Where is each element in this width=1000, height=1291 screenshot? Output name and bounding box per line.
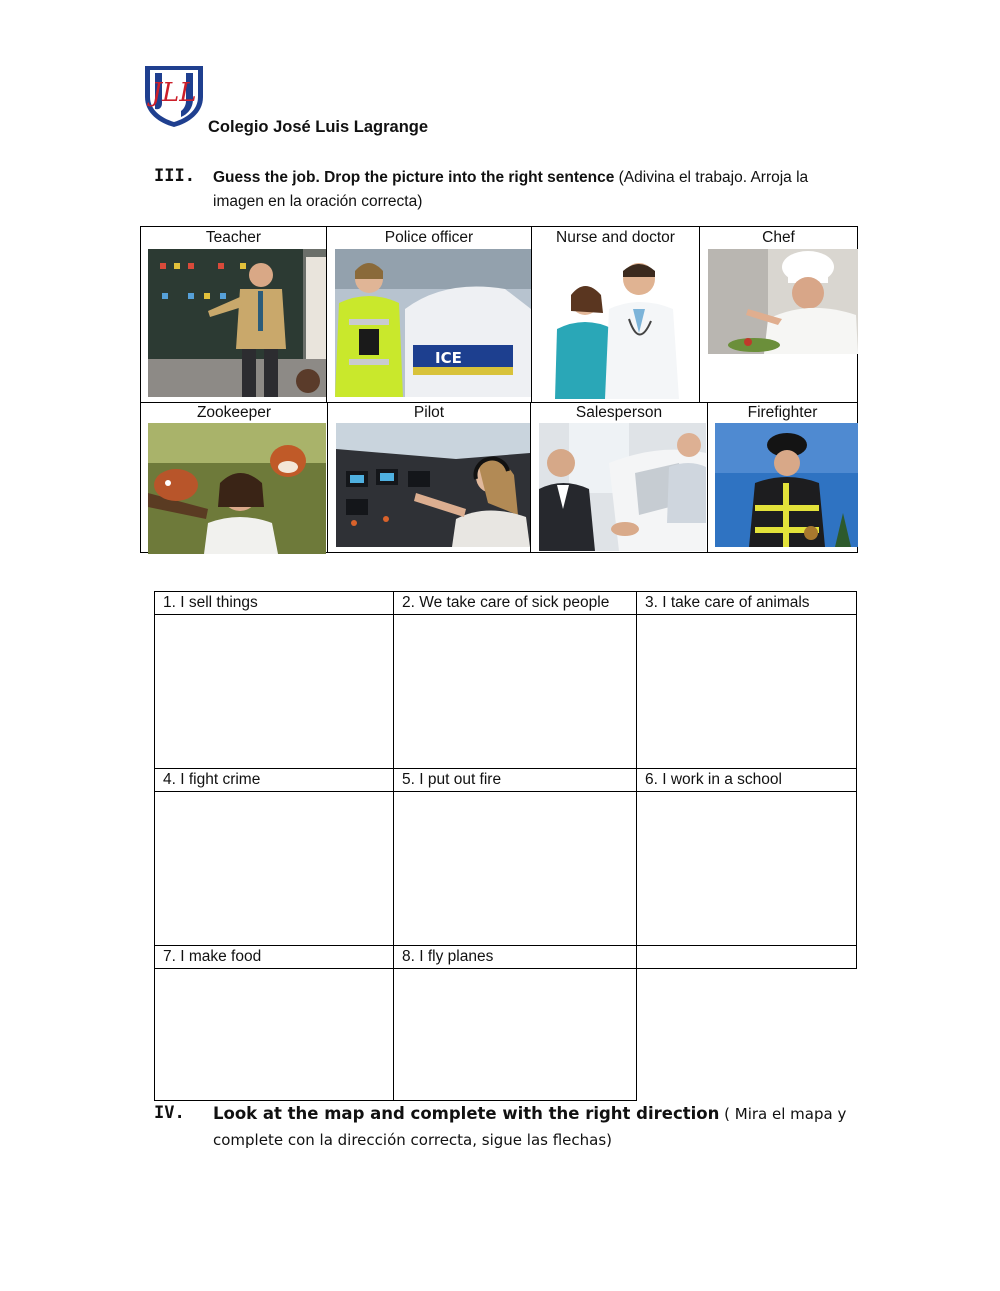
drop-zone-7[interactable] [155, 969, 394, 1101]
section-4-instruction-bold: Look at the map and complete with the right direction [213, 1104, 720, 1123]
firefighter-photo[interactable] [715, 423, 858, 547]
drop-zone-6[interactable] [637, 792, 857, 946]
job-label-salesperson: Salesperson [575, 404, 663, 421]
job-label-firefighter: Firefighter [747, 404, 818, 421]
teacher-photo[interactable] [148, 249, 326, 397]
job-label-chef: Chef [762, 229, 795, 246]
sentence-8: 8. I fly planes [394, 946, 637, 969]
section-3-number: III. [154, 166, 195, 186]
sentence-7: 7. I make food [155, 946, 394, 969]
job-label-zookeeper: Zookeeper [196, 404, 272, 421]
school-logo [141, 63, 207, 129]
logo-letters: JLL [151, 78, 197, 108]
drop-zone-2[interactable] [394, 615, 637, 769]
jobs-picture-grid [140, 226, 858, 553]
nurse-doctor-photo[interactable] [543, 249, 699, 399]
section-4-instruction [213, 1101, 853, 1153]
sentence-1: 1. I sell things [155, 592, 394, 615]
job-label-nurse-doctor: Nurse and doctor [556, 229, 675, 246]
section-4-instruction-translation: ( Mira el mapa y complete con la dirección correcta, sigue las flechas) [213, 1105, 847, 1149]
sentence-2: 2. We take care of sick people [394, 592, 637, 615]
empty-cell [637, 969, 857, 1101]
school-name: Colegio José Luis Lagrange [208, 118, 429, 136]
drop-zone-5[interactable] [394, 792, 637, 946]
sentence-4: 4. I fight crime [155, 769, 394, 792]
job-label-police-officer: Police officer [384, 229, 474, 246]
job-label-teacher: Teacher [205, 229, 262, 246]
empty-header-cell [637, 946, 857, 969]
sentence-5: 5. I put out fire [394, 769, 637, 792]
salesperson-photo[interactable] [539, 423, 706, 551]
drop-zone-8[interactable] [394, 969, 637, 1101]
svg-text:ICE: ICE [435, 349, 462, 367]
drop-zone-4[interactable] [155, 792, 394, 946]
sentence-3: 3. I take care of animals [637, 592, 857, 615]
section-4-number: IV. [154, 1103, 185, 1123]
drop-zone-1[interactable] [155, 615, 394, 769]
chef-photo[interactable] [708, 249, 858, 354]
police-officer-photo[interactable] [335, 249, 531, 397]
sentence-6: 6. I work in a school [637, 769, 857, 792]
zookeeper-photo[interactable] [148, 423, 326, 554]
section-3-instruction-bold: Guess the job. Drop the picture into the right sentence [213, 169, 615, 186]
pilot-photo[interactable] [336, 423, 530, 547]
job-label-pilot: Pilot [413, 404, 445, 421]
sentences-table [154, 591, 857, 1101]
section-3-instruction-translation: (Adivina el trabajo. Arroja la imagen en la oración correcta) [213, 169, 809, 210]
section-3-instruction [213, 166, 853, 214]
drop-zone-3[interactable] [637, 615, 857, 769]
